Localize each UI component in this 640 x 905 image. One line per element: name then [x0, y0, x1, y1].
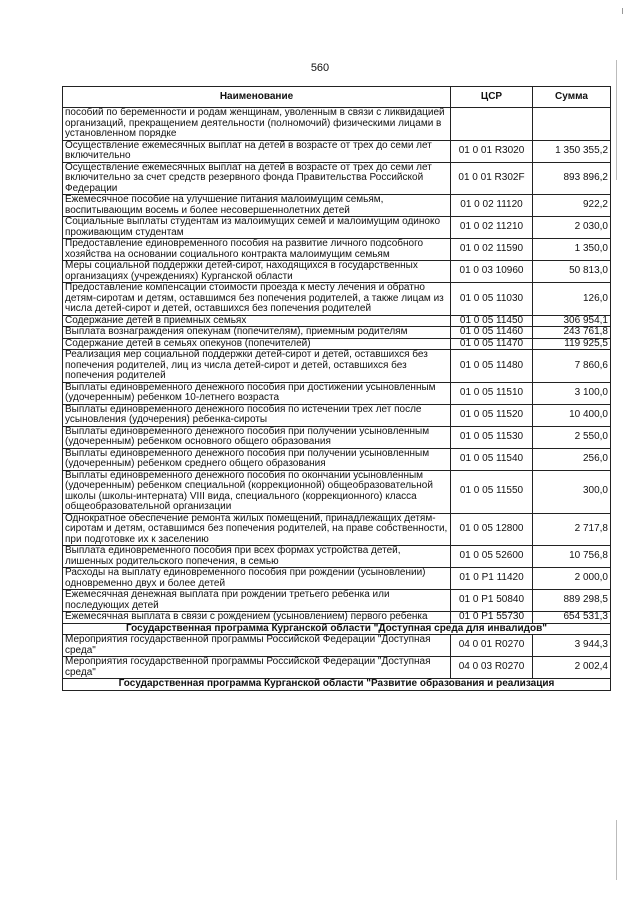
row-code: 01 0 01 R3020 — [451, 140, 533, 162]
row-sum — [533, 108, 611, 141]
row-code: 01 0 Р1 11420 — [451, 568, 533, 590]
row-sum: 10 756,8 — [533, 546, 611, 568]
table-row — [63, 448, 611, 470]
table-row — [63, 382, 611, 404]
section-title: Государственная программа Курганской области "Развитие образования и реализация — [63, 679, 611, 691]
table-row — [63, 513, 611, 546]
row-name: Содержание детей в семьях опекунов (попечителей) — [63, 338, 451, 350]
row-name: Предоставление единовременного пособия на развитие личного подсобного хозяйства на основании социального контракта малоимущим семьям — [63, 239, 451, 261]
table-row — [63, 426, 611, 448]
row-name: Выплаты единовременного денежного пособия по истечении трех лет после усыновления (удочерения) ребенка-сироты — [63, 404, 451, 426]
row-name: Выплаты единовременного денежного пособия при получении усыновленным (удочеренным) ребенком среднего общего образования — [63, 448, 451, 470]
row-sum: 1 350,0 — [533, 239, 611, 261]
row-code: 01 0 05 11030 — [451, 283, 533, 316]
table-row — [63, 635, 611, 657]
row-code: 01 0 Р1 50840 — [451, 590, 533, 612]
row-sum: 2 717,8 — [533, 513, 611, 546]
table-row — [63, 590, 611, 612]
section-row — [63, 679, 611, 691]
row-code: 01 0 05 11450 — [451, 315, 533, 327]
row-code — [451, 108, 533, 141]
row-code: 01 0 05 11480 — [451, 350, 533, 383]
row-sum: 654 531,3 — [533, 612, 611, 624]
row-name: Однократное обеспечение ремонта жилых помещений, принадлежащих детям-сиротам и детям, оставшимся без попечения родителей, на праве собственности, при подготовке их к заселению — [63, 513, 451, 546]
row-sum: 1 350 355,2 — [533, 140, 611, 162]
row-code: 01 0 05 11460 — [451, 327, 533, 339]
row-code: 01 0 01 R302F — [451, 162, 533, 195]
table-row — [63, 338, 611, 350]
row-code: 01 0 05 11520 — [451, 404, 533, 426]
row-code: 04 0 03 R0270 — [451, 657, 533, 679]
table-row — [63, 350, 611, 383]
scan-margin-line — [616, 60, 617, 180]
table-row — [63, 140, 611, 162]
row-name: Ежемесячное пособие на улучшение питания малоимущим семьям, воспитывающим восемь и более несовершеннолетних детей — [63, 195, 451, 217]
row-sum: 243 761,8 — [533, 327, 611, 339]
row-name: пособий по беременности и родам женщинам, уволенным в связи с ликвидацией организаций, прекращением деятельности (полномочий) физическими лицами в установленном порядке — [63, 108, 451, 141]
row-code: 01 0 02 11210 — [451, 217, 533, 239]
row-name: Ежемесячная денежная выплата при рождении третьего ребенка или последующих детей — [63, 590, 451, 612]
table-header-row — [63, 87, 611, 108]
row-code: 01 0 05 11550 — [451, 470, 533, 513]
header-code: ЦСР — [451, 87, 533, 108]
page-number: 560 — [310, 62, 330, 74]
table-row — [63, 327, 611, 339]
row-sum: 3 100,0 — [533, 382, 611, 404]
row-sum: 2 550,0 — [533, 426, 611, 448]
row-sum: 306 954,1 — [533, 315, 611, 327]
table-row — [63, 546, 611, 568]
row-sum: 119 925,5 — [533, 338, 611, 350]
row-code: 01 0 05 11470 — [451, 338, 533, 350]
scan-margin-line — [616, 820, 617, 880]
row-name: Осуществление ежемесячных выплат на детей в возрасте от трех до семи лет включительно — [63, 140, 451, 162]
header-sum: Сумма — [533, 87, 611, 108]
row-code: 04 0 01 R0270 — [451, 635, 533, 657]
row-name: Мероприятия государственной программы Российской Федерации "Доступная среда" — [63, 635, 451, 657]
row-code: 01 0 03 10960 — [451, 261, 533, 283]
row-name: Выплаты единовременного денежного пособия по окончании усыновленным (удочеренным) ребенком специальной (коррекционной) общеобразовательной школы (школы-интерната) VIII вида, специального (коррекционного) класса общеобразовательной организации — [63, 470, 451, 513]
table-row — [63, 261, 611, 283]
budget-table — [62, 86, 611, 691]
row-name: Мероприятия государственной программы Российской Федерации "Доступная среда" — [63, 657, 451, 679]
row-name: Осуществление ежемесячных выплат на детей в возрасте от трех до семи лет включительно за счет средств резервного фонда Правительства Российской Федерации — [63, 162, 451, 195]
row-sum: 3 944,3 — [533, 635, 611, 657]
row-sum: 922,2 — [533, 195, 611, 217]
table-row — [63, 568, 611, 590]
row-code: 01 0 05 11530 — [451, 426, 533, 448]
row-sum: 50 813,0 — [533, 261, 611, 283]
table-row — [63, 108, 611, 141]
row-code: 01 0 05 11510 — [451, 382, 533, 404]
row-name: Реализация мер социальной поддержки детей-сирот и детей, оставшихся без попечения родителей, лиц из числа детей-сирот и детей, оставшихся без попечения родителей — [63, 350, 451, 383]
row-name: Выплата вознаграждения опекунам (попечителям), приемным родителям — [63, 327, 451, 339]
row-code: 01 0 Р1 55730 — [451, 612, 533, 624]
table-body — [63, 108, 611, 691]
row-sum: 2 030,0 — [533, 217, 611, 239]
row-sum: 256,0 — [533, 448, 611, 470]
row-name: Выплаты единовременного денежного пособия при получении усыновленным (удочеренным) ребенком основного общего образования — [63, 426, 451, 448]
table-row — [63, 612, 611, 624]
table-row — [63, 315, 611, 327]
row-sum: 2 000,0 — [533, 568, 611, 590]
row-name: Социальные выплаты студентам из малоимущих семей и малоимущим одиноко проживающим студентам — [63, 217, 451, 239]
table-row — [63, 195, 611, 217]
row-sum: 889 298,5 — [533, 590, 611, 612]
table-row — [63, 217, 611, 239]
row-sum: 126,0 — [533, 283, 611, 316]
row-sum: 7 860,6 — [533, 350, 611, 383]
row-name: Выплата единовременного пособия при всех формах устройства детей, лишенных родительского попечения, в семью — [63, 546, 451, 568]
row-name: Предоставление компенсации стоимости проезда к месту лечения и обратно детям-сиротам и детям, оставшимся без попечения родителей, а также лицам из числа детей-сирот и детей, оставшихся без попечения родителей — [63, 283, 451, 316]
row-sum: 300,0 — [533, 470, 611, 513]
row-code: 01 0 05 52600 — [451, 546, 533, 568]
section-title: Государственная программа Курганской области "Доступная среда для инвалидов" — [63, 623, 611, 635]
table-row — [63, 283, 611, 316]
row-name: Выплаты единовременного денежного пособия при достижении усыновленным (удочеренным) ребенком 10-летнего возраста — [63, 382, 451, 404]
section-row — [63, 623, 611, 635]
row-name: Ежемесячная выплата в связи с рождением (усыновлением) первого ребенка — [63, 612, 451, 624]
row-code: 01 0 05 12800 — [451, 513, 533, 546]
table-row — [63, 404, 611, 426]
row-name: Расходы на выплату единовременного пособия при рождении (усыновлении) одновременно двух и более детей — [63, 568, 451, 590]
scan-mark — [622, 8, 623, 14]
row-sum: 10 400,0 — [533, 404, 611, 426]
table-row — [63, 470, 611, 513]
row-code: 01 0 02 11590 — [451, 239, 533, 261]
row-code: 01 0 05 11540 — [451, 448, 533, 470]
row-name: Меры социальной поддержки детей-сирот, находящихся в государственных организациях (учреждениях) Курганской области — [63, 261, 451, 283]
table-row — [63, 162, 611, 195]
row-code: 01 0 02 11120 — [451, 195, 533, 217]
header-name: Наименование — [63, 87, 451, 108]
row-name: Содержание детей в приемных семьях — [63, 315, 451, 327]
table-row — [63, 657, 611, 679]
row-sum: 2 002,4 — [533, 657, 611, 679]
row-sum: 893 896,2 — [533, 162, 611, 195]
table-row — [63, 239, 611, 261]
